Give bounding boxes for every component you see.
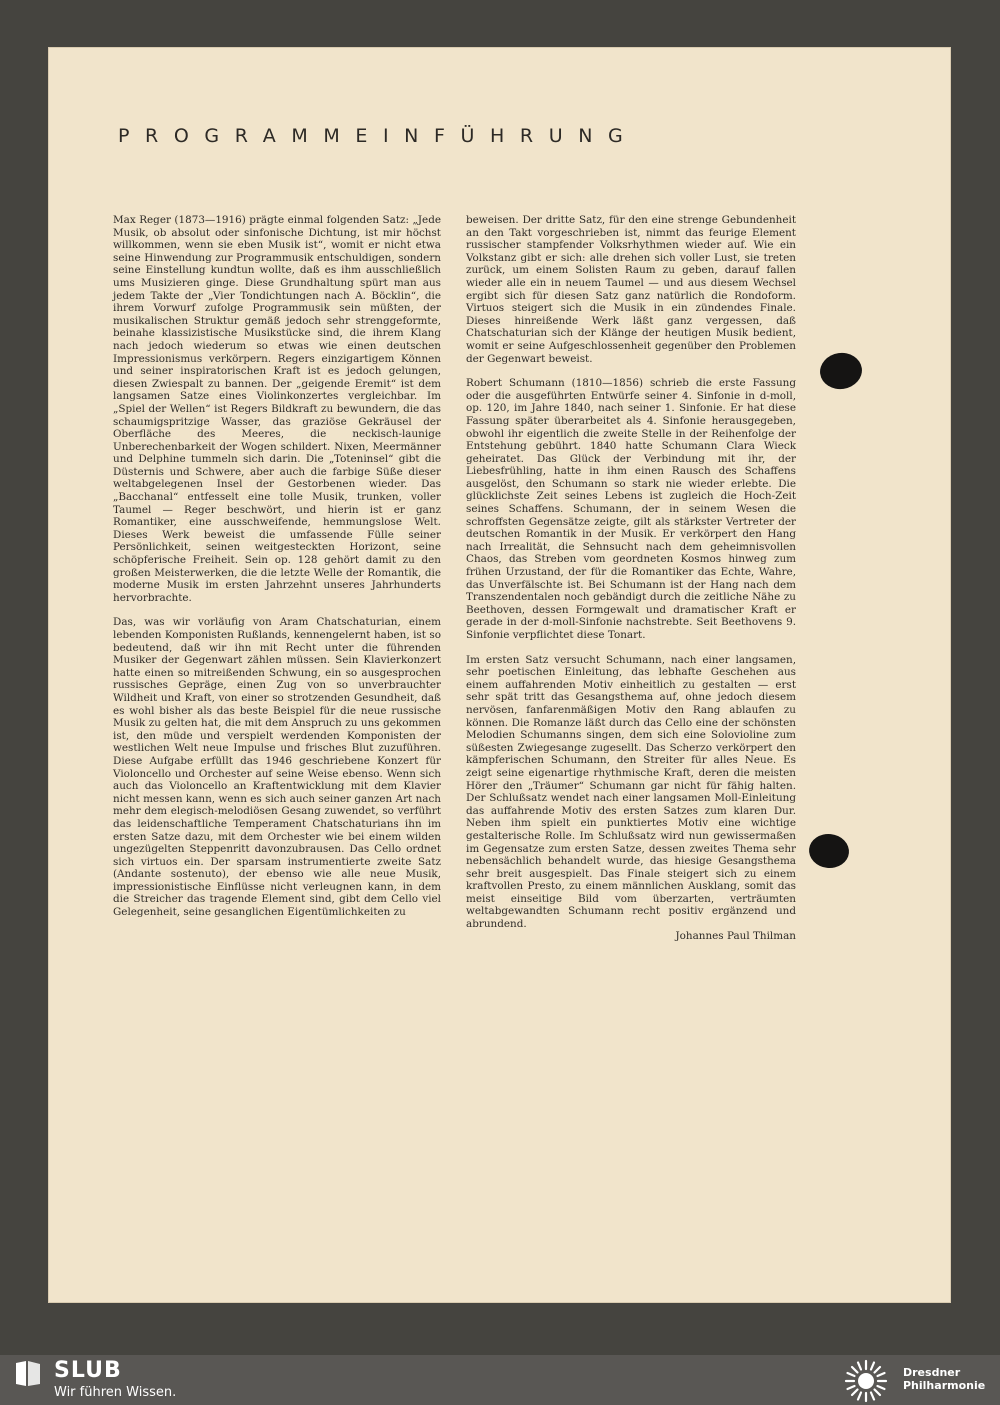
philharmonie-name-line1: Dresdner — [903, 1366, 961, 1379]
slub-logo-icon[interactable] — [14, 1360, 42, 1388]
philharmonie-name-line2: Philharmonie — [903, 1379, 986, 1392]
author-signature: Johannes Paul Thilman — [675, 930, 796, 943]
paragraph-schumann-movements: Im ersten Satz versucht Schumann, nach einer langsamen, sehr poetischen Einleitung, das lebhafte Geschehen aus einem auffahrenden Motiv einheitlich zu gestalten — erst sehr spät tritt das Gesangsthema auf, ohne jedoch diesem nervösen, fanfarenmäßigen Motiv den Rang ablaufen zu können. Die Romanze läßt durch das Cello eine der schönsten Melodien Schumanns singen, dem sich eine Solovioline zum süßesten Zwiegesange zugesellt. Das Scherzo verkörpert den kämpferischen Schumann, den Streiter für alles Neue. Es zeigt seine eigenartige rhythmische Kraft, deren die meisten Hörer den „Träumer“ Schumann gar nicht für fähig halten. Der Schlußsatz wendet nach einer langsamen Moll-Einleitung das auffahrende Motiv des ersten Satzes zum klaren Dur. Neben ihm spielt ein punktiertes Motiv eine wichtige gestalterische Rolle. Im Schlußsatz wird nun gewissermaßen im Gegensatze zum ersten Satze, dessen zweites Thema sehr nebensächlich behandelt wurde, das hiesige Gesangsthema sehr breit ausgespielt. Das Finale steigert sich zu einem kraftvollen Presto, zu einem männlichen Ausklang, somit das meist einseitige Bild vom überzarten, verträumten weltabgewandten Schumann recht positiv ergänzend und abrundend. — [466, 653, 796, 931]
footer-bar — [0, 1355, 1000, 1405]
philharmonie-name[interactable] — [903, 1366, 985, 1392]
philharmonie-logo-icon[interactable] — [842, 1357, 890, 1405]
right-text-column — [466, 214, 796, 943]
paragraph-schumann: Robert Schumann (1810—1856) schrieb die erste Fassung oder die ausgeführten Entwürfe seiner 4. Sinfonie in d-moll, op. 120, im Jahre 1840, nach seiner 1. Sinfonie. Er hat diese Fassung später überarbeitet als 4. Sinfonie herausgegeben, obwohl ihr eigentlich die zweite Stelle in der Reihenfolge der Entstehung gebührt. 1840 hatte Schumann Clara Wieck geheiratet. Das Glück der Verbindung mit ihr, der Liebesfrühling, hatte in ihm einen Rausch des Schaffens ausgelöst, den Schumann so stark nie wieder erlebte. Die glücklichste Zeit seines Lebens ist zugleich die Hoch-Zeit seines Schaffens. Schumann, der in seinem Wesen die schroffsten Gegensätze zeigte, gilt als stärkster Vertreter der deutschen Romantik in der Musik. Er verkörpert den Hang nach Irrealität, die Sehnsucht nach dem geheimnisvollen Chaos, das Streben vom geordneten Kosmos hinweg zum frühen Urzustand, der für die Romantiker das Echte, Wahre, das Unverfälschte ist. Bei Schumann ist der Hang nach dem Transzendentalen noch gebändigt durch die zeitliche Nähe zu Beethoven, dessen Formgewalt und dramatischer Kraft er gerade in der d-moll-Sinfonie nachstrebte. Seit Beethovens 9. Sinfonie verpflichtet diese Tonart. — [466, 377, 796, 641]
left-text-column — [113, 214, 441, 931]
paragraph-reger: Max Reger (1873—1916) prägte einmal folgenden Satz: „Jede Musik, ob absolut oder sinfonische Dichtung, ist mir höchst willkommen, wenn sie eben Musik ist“, womit er nicht etwa seine Hinwendung zur Programmusik entschuldigen, sondern seine Einstellung kundtun wollte, daß es ihm ausschließlich ums Musizieren ginge. Diese Grundhaltung spürt man aus jedem Takte der „Vier Tondichtungen nach A. Böcklin“, die ihrem Vorwurf zufolge Programmusik sein müßten, der musikalischen Struktur gemäß jedoch sehr strenggeformte, beinahe klassizistische Musikstücke sind, die ihrem Klang nach jedoch wiederum so etwas wie einen deutschen Impressionismus verkörpern. Regers einzigartigem Können und seiner inspiratorischen Kraft ist es jedoch gelungen, diesen Zwiespalt zu bannen. Der „geigende Eremit“ ist dem langsamen Satze eines Violinkonzertes vergleichbar. Im „Spiel der Wellen“ ist Regers Bildkraft zu bewundern, die das schaumigspritzige Wasser, das graziöse Gekräusel der Oberfläche des Meeres, die neckisch-launige Unberechenbarkeit der Wogen schildert. Nixen, Meermänner und Delphine tummeln sich darin. Die „Toteninsel“ gibt die Düsternis und Schwere, aber auch die farbige Süße dieser weltabgelegenen Insel der Gestorbenen wieder. Das „Bacchanal“ entfesselt eine tolle Musik, trunken, voller Taumel — Reger beschwört, und hierin ist er ganz Romantiker, eine ausschweifende, hemmungslose Welt. Dieses Werk beweist die umfassende Fülle seiner Persönlichkeit, seinen weitgesteckten Horizont, seine schöpferische Freiheit. Sein op. 128 gehört damit zu den großen Meisterwerken, die die letzte Welle der Romantik, die moderne Musik im ersten Jahrzehnt unseres Jahrhunderts hervorbrachte. — [113, 214, 441, 604]
slub-tagline: Wir führen Wissen. — [54, 1385, 177, 1400]
paragraph-chatschaturian-continued: beweisen. Der dritte Satz, für den eine strenge Gebundenheit an den Takt vorgeschrieben ist, nimmt das feurige Element russischer stampfender Volksrhythmen wieder auf. Wie ein Volkstanz gibt er sich: alle drehen sich voller Lust, sie treten zurück, um einem Solisten Raum zu geben, darauf fallen wieder alle ein in neuem Taumel — und aus diesem Wechsel ergibt sich für diesen Satz ganz natürlich die Rondoform. Virtuos steigert sich die Musik in ein zündendes Finale. Dieses hinreißende Werk läßt ganz vergessen, daß Chatschaturian sich der Klänge der heutigen Musik bedient, womit er seine Aufgeschlossenheit gegenüber den Problemen der Gegenwart beweist. — [466, 214, 796, 365]
paragraph-chatschaturian: Das, was wir vorläufig von Aram Chatschaturian, einem lebenden Komponisten Rußlands, kennengelernt haben, ist so bedeutend, daß wir ihn mit Recht unter die führenden Musiker der Gegenwart zählen müssen. Sein Klavierkonzert hatte einen so mitreißenden Schwung, ein so ausgesprochen russisches Gepräge, einen Zug von so unverbrauchter Wildheit und Kraft, von einer so strotzenden Gesundheit, daß es wohl bisher als das beste Beispiel für die neue russische Musik zu gelten hat, die mit dem Anspruch zu uns gekommen ist, den müde und verspielt werdenden Komponisten der westlichen Welt neue Impulse und frisches Blut zuzuführen. Diese Aufgabe erfüllt das 1946 geschriebene Konzert für Violoncello und Orchester auf seine Weise ebenso. Wenn sich auch das Violoncello an Kraftentwicklung mit dem Klavier nicht messen kann, wenn es sich auch seiner ganzen Art nach mehr dem elegisch-melodiösen Gesang zuwendet, so verführt das leidenschaftliche Temperament Chatschaturians ihn im ersten Satze dazu, mit dem Orchester wie bei einem wilden ungezügelten Steppenritt davonzubrausen. Das Cello ordnet sich virtuos ein. Der sparsam instrumentierte zweite Satz (Andante sostenuto), der ebenso wie alle neue Musik, impressionistische Einflüsse nicht verleugnen kann, in dem die Streicher das tragende Element sind, gibt dem Cello viel Gelegenheit, seine gesanglichen Eigentümlichkeiten zu — [113, 616, 441, 919]
slub-name[interactable]: SLUB — [54, 1358, 122, 1383]
page-heading: PROGRAMMEINFÜHRUNG — [118, 125, 639, 147]
